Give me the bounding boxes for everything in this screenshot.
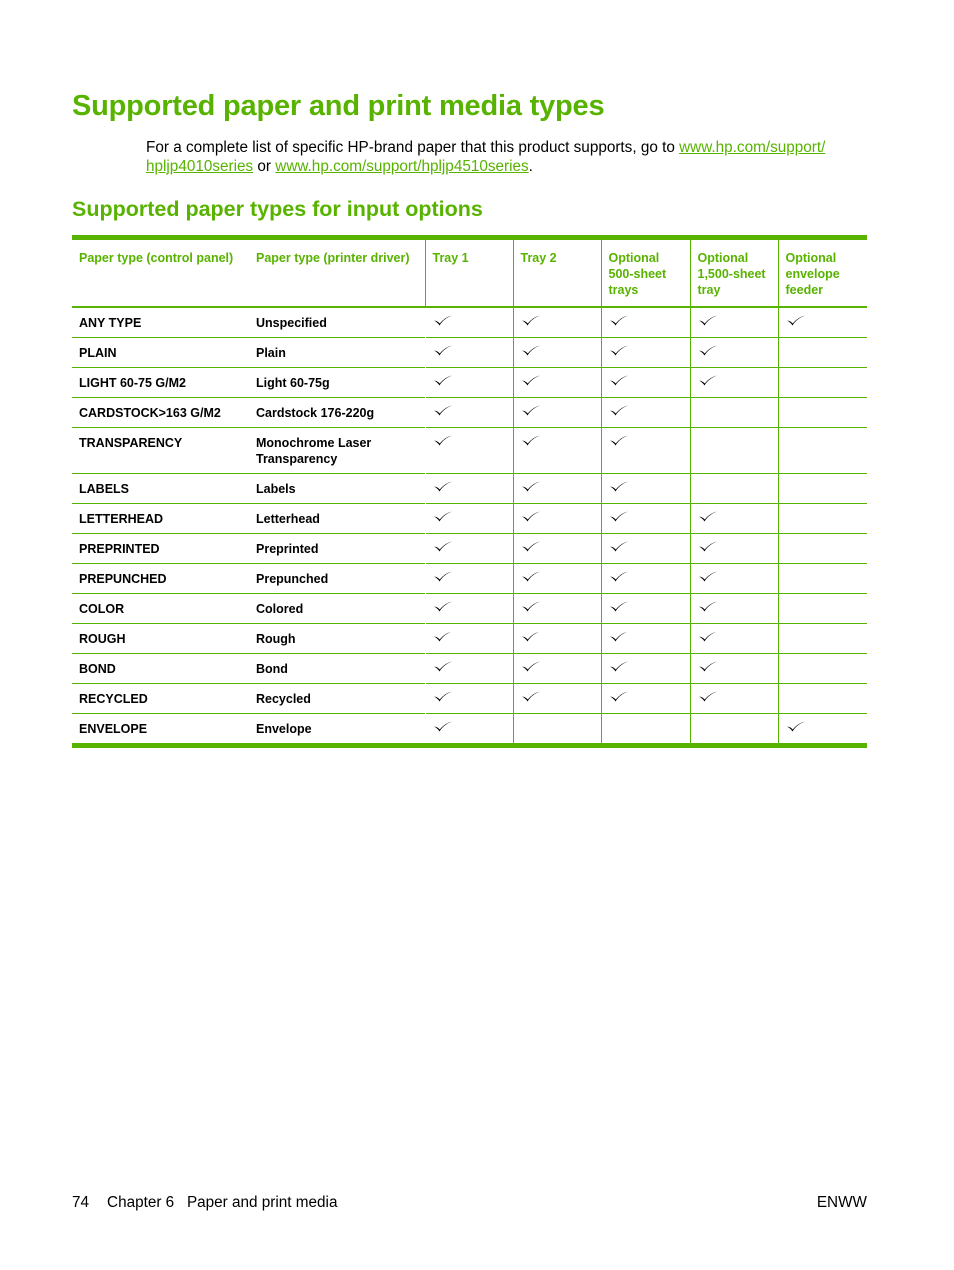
checkmark-icon bbox=[521, 314, 541, 327]
cell-support bbox=[425, 307, 513, 338]
cell-support bbox=[513, 654, 601, 684]
cell-support bbox=[690, 624, 778, 654]
checkmark-icon bbox=[698, 314, 718, 327]
cell-support bbox=[690, 594, 778, 624]
checkmark-icon bbox=[698, 690, 718, 703]
cell-support bbox=[601, 654, 690, 684]
cell-control-panel: COLOR bbox=[72, 594, 249, 624]
checkmark-icon bbox=[698, 344, 718, 357]
checkmark-icon bbox=[609, 344, 629, 357]
checkmark-icon bbox=[521, 374, 541, 387]
cell-support bbox=[778, 474, 867, 504]
cell-printer-driver: Colored bbox=[249, 594, 425, 624]
table-row bbox=[72, 654, 867, 684]
cell-support bbox=[513, 307, 601, 338]
column-header-500-sheet: Optional 500-sheet trays bbox=[601, 238, 690, 308]
cell-printer-driver: Letterhead bbox=[249, 504, 425, 534]
intro-text-after: . bbox=[528, 158, 533, 175]
cell-support bbox=[425, 714, 513, 746]
cell-support bbox=[513, 398, 601, 428]
cell-support bbox=[513, 474, 601, 504]
cell-support bbox=[690, 534, 778, 564]
checkmark-icon bbox=[521, 600, 541, 613]
cell-printer-driver: Prepunched bbox=[249, 564, 425, 594]
cell-support bbox=[425, 594, 513, 624]
cell-printer-driver: Rough bbox=[249, 624, 425, 654]
checkmark-icon bbox=[433, 660, 453, 673]
cell-support bbox=[601, 338, 690, 368]
cell-support bbox=[601, 534, 690, 564]
table-header-row bbox=[72, 238, 867, 308]
cell-support bbox=[601, 398, 690, 428]
checkmark-icon bbox=[609, 600, 629, 613]
column-header-printer-driver: Paper type (printer driver) bbox=[249, 238, 425, 308]
table-row bbox=[72, 474, 867, 504]
page-footer bbox=[72, 1194, 867, 1212]
checkmark-icon bbox=[521, 540, 541, 553]
cell-printer-driver: Cardstock 176-220g bbox=[249, 398, 425, 428]
cell-support bbox=[778, 654, 867, 684]
cell-control-panel: RECYCLED bbox=[72, 684, 249, 714]
checkmark-icon bbox=[521, 660, 541, 673]
checkmark-icon bbox=[609, 314, 629, 327]
cell-control-panel: LABELS bbox=[72, 474, 249, 504]
cell-support bbox=[778, 684, 867, 714]
cell-support bbox=[690, 307, 778, 338]
cell-printer-driver: Envelope bbox=[249, 714, 425, 746]
table-row bbox=[72, 428, 867, 474]
cell-support bbox=[513, 504, 601, 534]
cell-support bbox=[513, 564, 601, 594]
table-row bbox=[72, 368, 867, 398]
cell-support bbox=[425, 474, 513, 504]
checkmark-icon bbox=[609, 630, 629, 643]
cell-support bbox=[690, 684, 778, 714]
table-row bbox=[72, 338, 867, 368]
cell-support bbox=[690, 398, 778, 428]
cell-control-panel: CARDSTOCK>163 G/M2 bbox=[72, 398, 249, 428]
cell-control-panel: ROUGH bbox=[72, 624, 249, 654]
paper-types-table bbox=[72, 235, 867, 748]
checkmark-icon bbox=[433, 630, 453, 643]
checkmark-icon bbox=[433, 404, 453, 417]
checkmark-icon bbox=[433, 344, 453, 357]
cell-support bbox=[778, 564, 867, 594]
column-header-envelope-feeder: Optional envelope feeder bbox=[778, 238, 867, 308]
checkmark-icon bbox=[698, 660, 718, 673]
cell-support bbox=[513, 714, 601, 746]
table-row bbox=[72, 534, 867, 564]
cell-support bbox=[425, 534, 513, 564]
table-row bbox=[72, 684, 867, 714]
checkmark-icon bbox=[521, 690, 541, 703]
footer-chapter: Chapter 6 Paper and print media bbox=[107, 1194, 338, 1211]
cell-support bbox=[425, 428, 513, 474]
page-number: 74 bbox=[72, 1194, 90, 1211]
cell-control-panel: LETTERHEAD bbox=[72, 504, 249, 534]
cell-support bbox=[513, 368, 601, 398]
cell-support bbox=[690, 474, 778, 504]
intro-text-between: or bbox=[253, 158, 276, 175]
checkmark-icon bbox=[521, 404, 541, 417]
column-header-control-panel: Paper type (control panel) bbox=[72, 238, 249, 308]
cell-support bbox=[425, 398, 513, 428]
cell-control-panel: PREPUNCHED bbox=[72, 564, 249, 594]
checkmark-icon bbox=[433, 314, 453, 327]
cell-support bbox=[601, 307, 690, 338]
cell-control-panel: PLAIN bbox=[72, 338, 249, 368]
checkmark-icon bbox=[433, 374, 453, 387]
cell-support bbox=[601, 714, 690, 746]
checkmark-icon bbox=[698, 540, 718, 553]
checkmark-icon bbox=[433, 434, 453, 447]
checkmark-icon bbox=[698, 510, 718, 523]
footer-left bbox=[72, 1194, 867, 1212]
checkmark-icon bbox=[521, 630, 541, 643]
cell-support bbox=[778, 504, 867, 534]
cell-support bbox=[778, 428, 867, 474]
page-title: Supported paper and print media types bbox=[72, 90, 605, 122]
checkmark-icon bbox=[786, 720, 806, 733]
table-row bbox=[72, 624, 867, 654]
checkmark-icon bbox=[698, 374, 718, 387]
cell-support bbox=[778, 338, 867, 368]
cell-control-panel: TRANSPARENCY bbox=[72, 428, 249, 474]
cell-support bbox=[513, 534, 601, 564]
cell-support bbox=[778, 624, 867, 654]
cell-support bbox=[601, 594, 690, 624]
table-row bbox=[72, 504, 867, 534]
cell-control-panel: PREPRINTED bbox=[72, 534, 249, 564]
checkmark-icon bbox=[521, 434, 541, 447]
cell-support bbox=[513, 428, 601, 474]
cell-support bbox=[601, 474, 690, 504]
cell-printer-driver: Light 60-75g bbox=[249, 368, 425, 398]
checkmark-icon bbox=[521, 510, 541, 523]
footer-right: ENWW bbox=[816, 1194, 867, 1211]
cell-control-panel: LIGHT 60-75 G/M2 bbox=[72, 368, 249, 398]
cell-support bbox=[690, 564, 778, 594]
cell-support bbox=[601, 504, 690, 534]
cell-printer-driver: Recycled bbox=[249, 684, 425, 714]
table-row bbox=[72, 564, 867, 594]
cell-support bbox=[601, 624, 690, 654]
cell-support bbox=[690, 504, 778, 534]
section-title: Supported paper types for input options bbox=[72, 197, 483, 221]
checkmark-icon bbox=[609, 660, 629, 673]
cell-printer-driver: Unspecified bbox=[256, 316, 327, 330]
cell-support bbox=[513, 594, 601, 624]
checkmark-icon bbox=[433, 540, 453, 553]
cell-support bbox=[425, 504, 513, 534]
cell-printer-driver: Bond bbox=[249, 654, 425, 684]
checkmark-icon bbox=[433, 690, 453, 703]
checkmark-icon bbox=[698, 570, 718, 583]
checkmark-icon bbox=[609, 690, 629, 703]
cell-support bbox=[690, 368, 778, 398]
support-link-4510[interactable]: www.hp.com/support/hpljp4510series bbox=[275, 158, 529, 175]
table-row bbox=[72, 307, 867, 338]
checkmark-icon bbox=[433, 600, 453, 613]
checkmark-icon bbox=[433, 720, 453, 733]
checkmark-icon bbox=[521, 570, 541, 583]
checkmark-icon bbox=[433, 570, 453, 583]
cell-support bbox=[778, 534, 867, 564]
cell-printer-driver: Labels bbox=[249, 474, 425, 504]
checkmark-icon bbox=[433, 480, 453, 493]
cell-support bbox=[601, 684, 690, 714]
cell-support bbox=[690, 338, 778, 368]
checkmark-icon bbox=[609, 434, 629, 447]
cell-support bbox=[513, 624, 601, 654]
column-header-tray-2: Tray 2 bbox=[513, 238, 601, 308]
cell-printer-driver: Plain bbox=[249, 338, 425, 368]
checkmark-icon bbox=[698, 600, 718, 613]
cell-control-panel: BOND bbox=[72, 654, 249, 684]
checkmark-icon bbox=[609, 540, 629, 553]
column-header-tray-1: Tray 1 bbox=[425, 238, 513, 308]
cell-support bbox=[690, 428, 778, 474]
cell-control-panel: ANY TYPE bbox=[79, 316, 142, 330]
intro-text-before: For a complete list of specific HP-brand paper that this product supports, go to bbox=[146, 139, 680, 156]
table-row bbox=[72, 714, 867, 746]
checkmark-icon bbox=[609, 480, 629, 493]
table-row bbox=[72, 594, 867, 624]
cell-support bbox=[690, 654, 778, 684]
cell-support bbox=[601, 368, 690, 398]
cell-support bbox=[425, 624, 513, 654]
checkmark-icon bbox=[521, 344, 541, 357]
column-header-1500-sheet: Optional 1,500-sheet tray bbox=[690, 238, 778, 308]
checkmark-icon bbox=[433, 510, 453, 523]
table-body bbox=[72, 307, 867, 746]
cell-support bbox=[425, 684, 513, 714]
cell-support bbox=[778, 398, 867, 428]
cell-support bbox=[690, 714, 778, 746]
cell-support bbox=[778, 307, 867, 338]
cell-support bbox=[513, 684, 601, 714]
checkmark-icon bbox=[609, 510, 629, 523]
cell-support bbox=[778, 714, 867, 746]
checkmark-icon bbox=[786, 314, 806, 327]
checkmark-icon bbox=[609, 404, 629, 417]
checkmark-icon bbox=[609, 374, 629, 387]
cell-support bbox=[778, 368, 867, 398]
checkmark-icon bbox=[609, 570, 629, 583]
cell-support bbox=[425, 368, 513, 398]
cell-support bbox=[425, 338, 513, 368]
cell-support bbox=[425, 564, 513, 594]
cell-support bbox=[601, 428, 690, 474]
cell-support bbox=[601, 564, 690, 594]
table-row bbox=[72, 398, 867, 428]
intro-paragraph bbox=[146, 138, 876, 176]
support-link-4010[interactable]: www.hp.com/support/ hpljp4010series bbox=[146, 139, 826, 175]
checkmark-icon bbox=[698, 630, 718, 643]
cell-printer-driver: Monochrome Laser Transparency bbox=[249, 428, 425, 474]
cell-support bbox=[778, 594, 867, 624]
cell-control-panel: ENVELOPE bbox=[72, 714, 249, 746]
cell-support bbox=[513, 338, 601, 368]
cell-support bbox=[425, 654, 513, 684]
cell-printer-driver: Preprinted bbox=[249, 534, 425, 564]
checkmark-icon bbox=[521, 480, 541, 493]
